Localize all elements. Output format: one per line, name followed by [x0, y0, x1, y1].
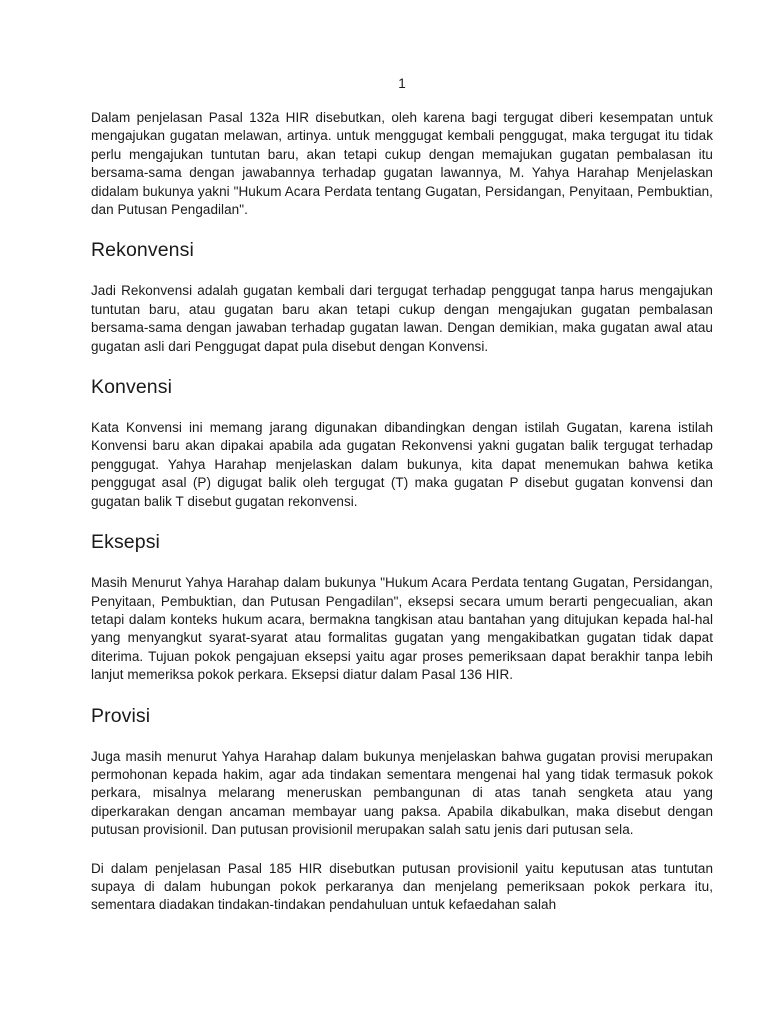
heading-rekonvensi: Rekonvensi — [91, 239, 194, 262]
heading-konvensi: Konvensi — [91, 376, 173, 399]
intro-paragraph: Dalam penjelasan Pasal 132a HIR disebutkan, oleh karena bagi tergugat diberi kesempatan untuk mengajukan gugatan melawan, artinya. untuk menggugat kembali penggugat, maka tergugat itu tidak perlu mengajukan tuntutan baru, akan tetapi cukup dengan memajukan gugatan pembalasan itu bersama-sama dengan jawabannya terhadap gugatan lawannya, M. Yahya Harahap Menjelaskan didalam bukunya yakni "Hukum Acara Perdata tentang Gugatan, Persidangan, Penyitaan, Pembuktian, dan Putusan Pengadilan". — [91, 110, 713, 218]
heading-eksepsi: Eksepsi — [91, 531, 160, 554]
eksepsi-paragraph: Masih Menurut Yahya Harahap dalam bukunya "Hukum Acara Perdata tentang Gugatan, Persidangan, Penyitaan, Pembuktian, dan Putusan Pengadilan", eksepsi secara umum berarti pengecualian, akan tetapi dalam konteks hukum acara, bermakna tangkisan atau bantahan yang ditujukan kepada hal-hal yang menyangkut syarat-syarat atau formalitas gugatan yang mengakibatkan gugatan tidak dapat diterima. Tujuan pokok pengajuan eksepsi yaitu agar proses pemeriksaan dapat berakhir tanpa lebih lanjut memeriksa pokok perkara. Eksepsi diatur dalam Pasal 136 HIR. — [91, 575, 713, 683]
heading-provisi: Provisi — [91, 704, 151, 727]
rekonvensi-paragraph: Jadi Rekonvensi adalah gugatan kembali dari tergugat terhadap penggugat tanpa harus mengajukan tuntutan baru, atau gugatan baru akan tetapi cukup dengan mengajukan gugatan pembalasan bersama-sama dengan jawaban terhadap gugatan lawan. Dengan demikian, maka gugatan awal atau gugatan asli dari Penggugat dapat pula disebut dengan Konvensi. — [91, 283, 713, 354]
pasal-185-paragraph: Di dalam penjelasan Pasal 185 HIR disebutkan putusan provisionil yaitu keputusan atas tuntutan supaya di dalam hubungan pokok perkaranya dan menjelang pemeriksaan pokok perkara itu, sementara diadakan tindakan-tindakan pendahuluan untuk kefaedahan salah — [91, 860, 713, 913]
konvensi-paragraph: Kata Konvensi ini memang jarang digunakan dibandingkan dengan istilah Gugatan, karena istilah Konvensi baru akan dipakai apabila ada gugatan Rekonvensi yakni gugatan balik tergugat terhadap penggugat. Yahya Harahap menjelaskan dalam bukunya, kita dapat menemukan bahwa ketika penggugat asal (P) digugat balik oleh tergugat (T) maka gugatan P disebut gugatan konvensi dan gugatan balik T disebut gugatan rekonvensi. — [91, 420, 713, 509]
paragraph-gap — [91, 840, 713, 860]
provisi-paragraph: Juga masih menurut Yahya Harahap dalam bukunya menjelaskan bahwa gugatan provisi merupakan permohonan kepada hakim, agar ada tindakan sementara mengenai hal yang tidak termasuk pokok perkara, misalnya melarang meneruskan pembangunan di atas tanah sengketa atau yang diperkarakan dengan ancaman membayar uang paksa. Apabila dikabulkan, maka disebut dengan putusan provisionil. Dan putusan provisionil merupakan salah satu jenis dari putusan sela. — [91, 748, 713, 838]
document-content — [91, 75, 713, 915]
page-number: 1 — [398, 76, 406, 91]
